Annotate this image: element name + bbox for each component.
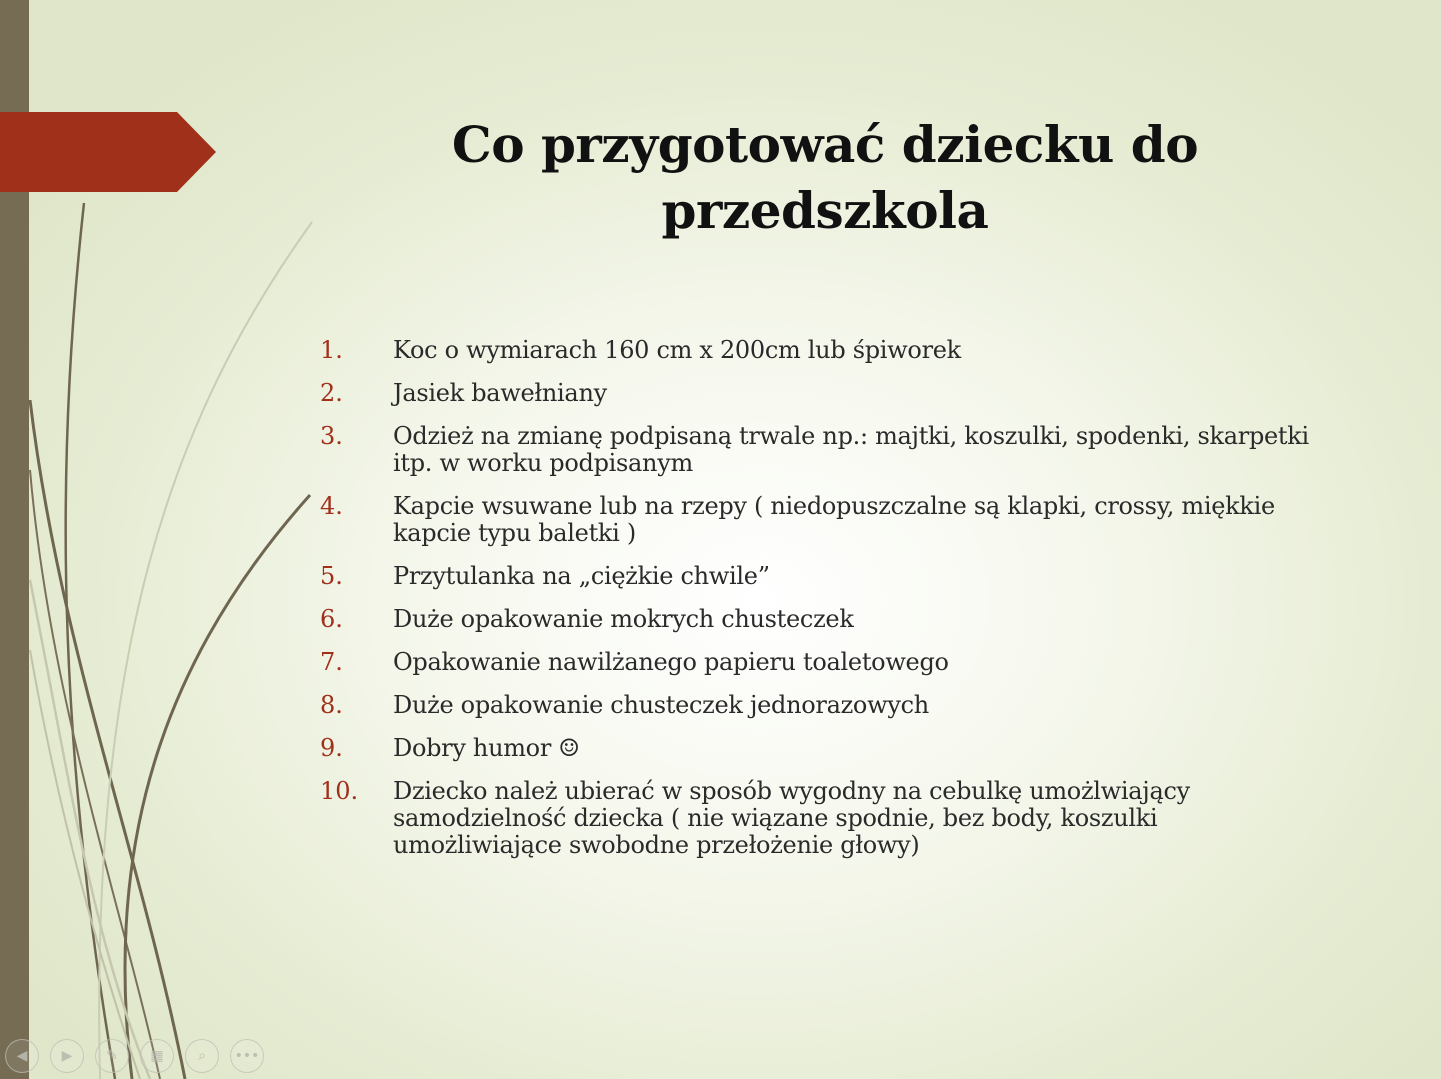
list-item xyxy=(320,423,1320,477)
more-options-button[interactable] xyxy=(230,1039,264,1073)
item-text: Koc o wymiarach 160 cm x 200cm lub śpiworek xyxy=(393,336,961,364)
slides-grid-icon: ▦ xyxy=(150,1048,164,1064)
see-all-slides-button[interactable] xyxy=(140,1039,174,1073)
item-text: Odzież na zmianę podpisaną trwale np.: majtki, koszulki, spodenki, skarpetki itp. w worku podpisanym xyxy=(393,422,1309,477)
item-text: Jasiek bawełniany xyxy=(393,379,607,407)
item-number: 9. xyxy=(320,734,343,762)
list-item xyxy=(320,692,1320,719)
slide-title-line-1: Co przygotować dziecku do xyxy=(451,115,1199,174)
item-number: 1. xyxy=(320,336,343,364)
checklist xyxy=(320,337,1320,875)
arrow-left-icon: ◀ xyxy=(16,1048,28,1064)
accent-arrow-shape xyxy=(0,112,216,192)
list-item xyxy=(320,493,1320,547)
zoom-button[interactable] xyxy=(185,1039,219,1073)
item-text: Duże opakowanie mokrych chusteczek xyxy=(393,605,854,633)
item-number: 7. xyxy=(320,648,343,676)
item-text: Przytulanka na „ciężkie chwile” xyxy=(393,562,770,590)
item-text: Dobry humor ☺ xyxy=(393,734,580,762)
list-item xyxy=(320,606,1320,633)
list-item xyxy=(320,380,1320,407)
item-number: 6. xyxy=(320,605,343,633)
list-item xyxy=(320,563,1320,590)
slide-title-line-2: przedszkola xyxy=(661,181,989,240)
item-number: 3. xyxy=(320,422,343,450)
next-slide-button[interactable] xyxy=(50,1039,84,1073)
pen-icon: ✎ xyxy=(106,1048,118,1064)
item-text: Dziecko należ ubierać w sposób wygodny na cebulkę umożlwiający samodzielność dziecka ( nie wiązane spodnie, bez body, koszulki umożliwiające swobodne przełożenie głowy) xyxy=(393,777,1190,859)
list-item xyxy=(320,649,1320,676)
item-number: 2. xyxy=(320,379,343,407)
list-item xyxy=(320,778,1320,859)
slide-title xyxy=(380,112,1270,244)
pen-tool-button[interactable] xyxy=(95,1039,129,1073)
previous-slide-button[interactable] xyxy=(5,1039,39,1073)
list-item xyxy=(320,337,1320,364)
arrow-right-icon: ▶ xyxy=(61,1048,73,1064)
magnifier-icon: ⌕ xyxy=(198,1048,206,1064)
slideshow-controls xyxy=(5,1039,264,1073)
item-number: 4. xyxy=(320,492,343,520)
item-text: Kapcie wsuwane lub na rzepy ( niedopuszczalne są klapki, crossy, miękkie kapcie typu baletki ) xyxy=(393,492,1275,547)
more-dots-icon: ••• xyxy=(234,1048,260,1064)
item-number: 5. xyxy=(320,562,343,590)
item-text: Opakowanie nawilżanego papieru toaletowego xyxy=(393,648,949,676)
item-number: 10. xyxy=(320,777,359,805)
list-item xyxy=(320,735,1320,762)
item-text: Duże opakowanie chusteczek jednorazowych xyxy=(393,691,929,719)
item-number: 8. xyxy=(320,691,343,719)
